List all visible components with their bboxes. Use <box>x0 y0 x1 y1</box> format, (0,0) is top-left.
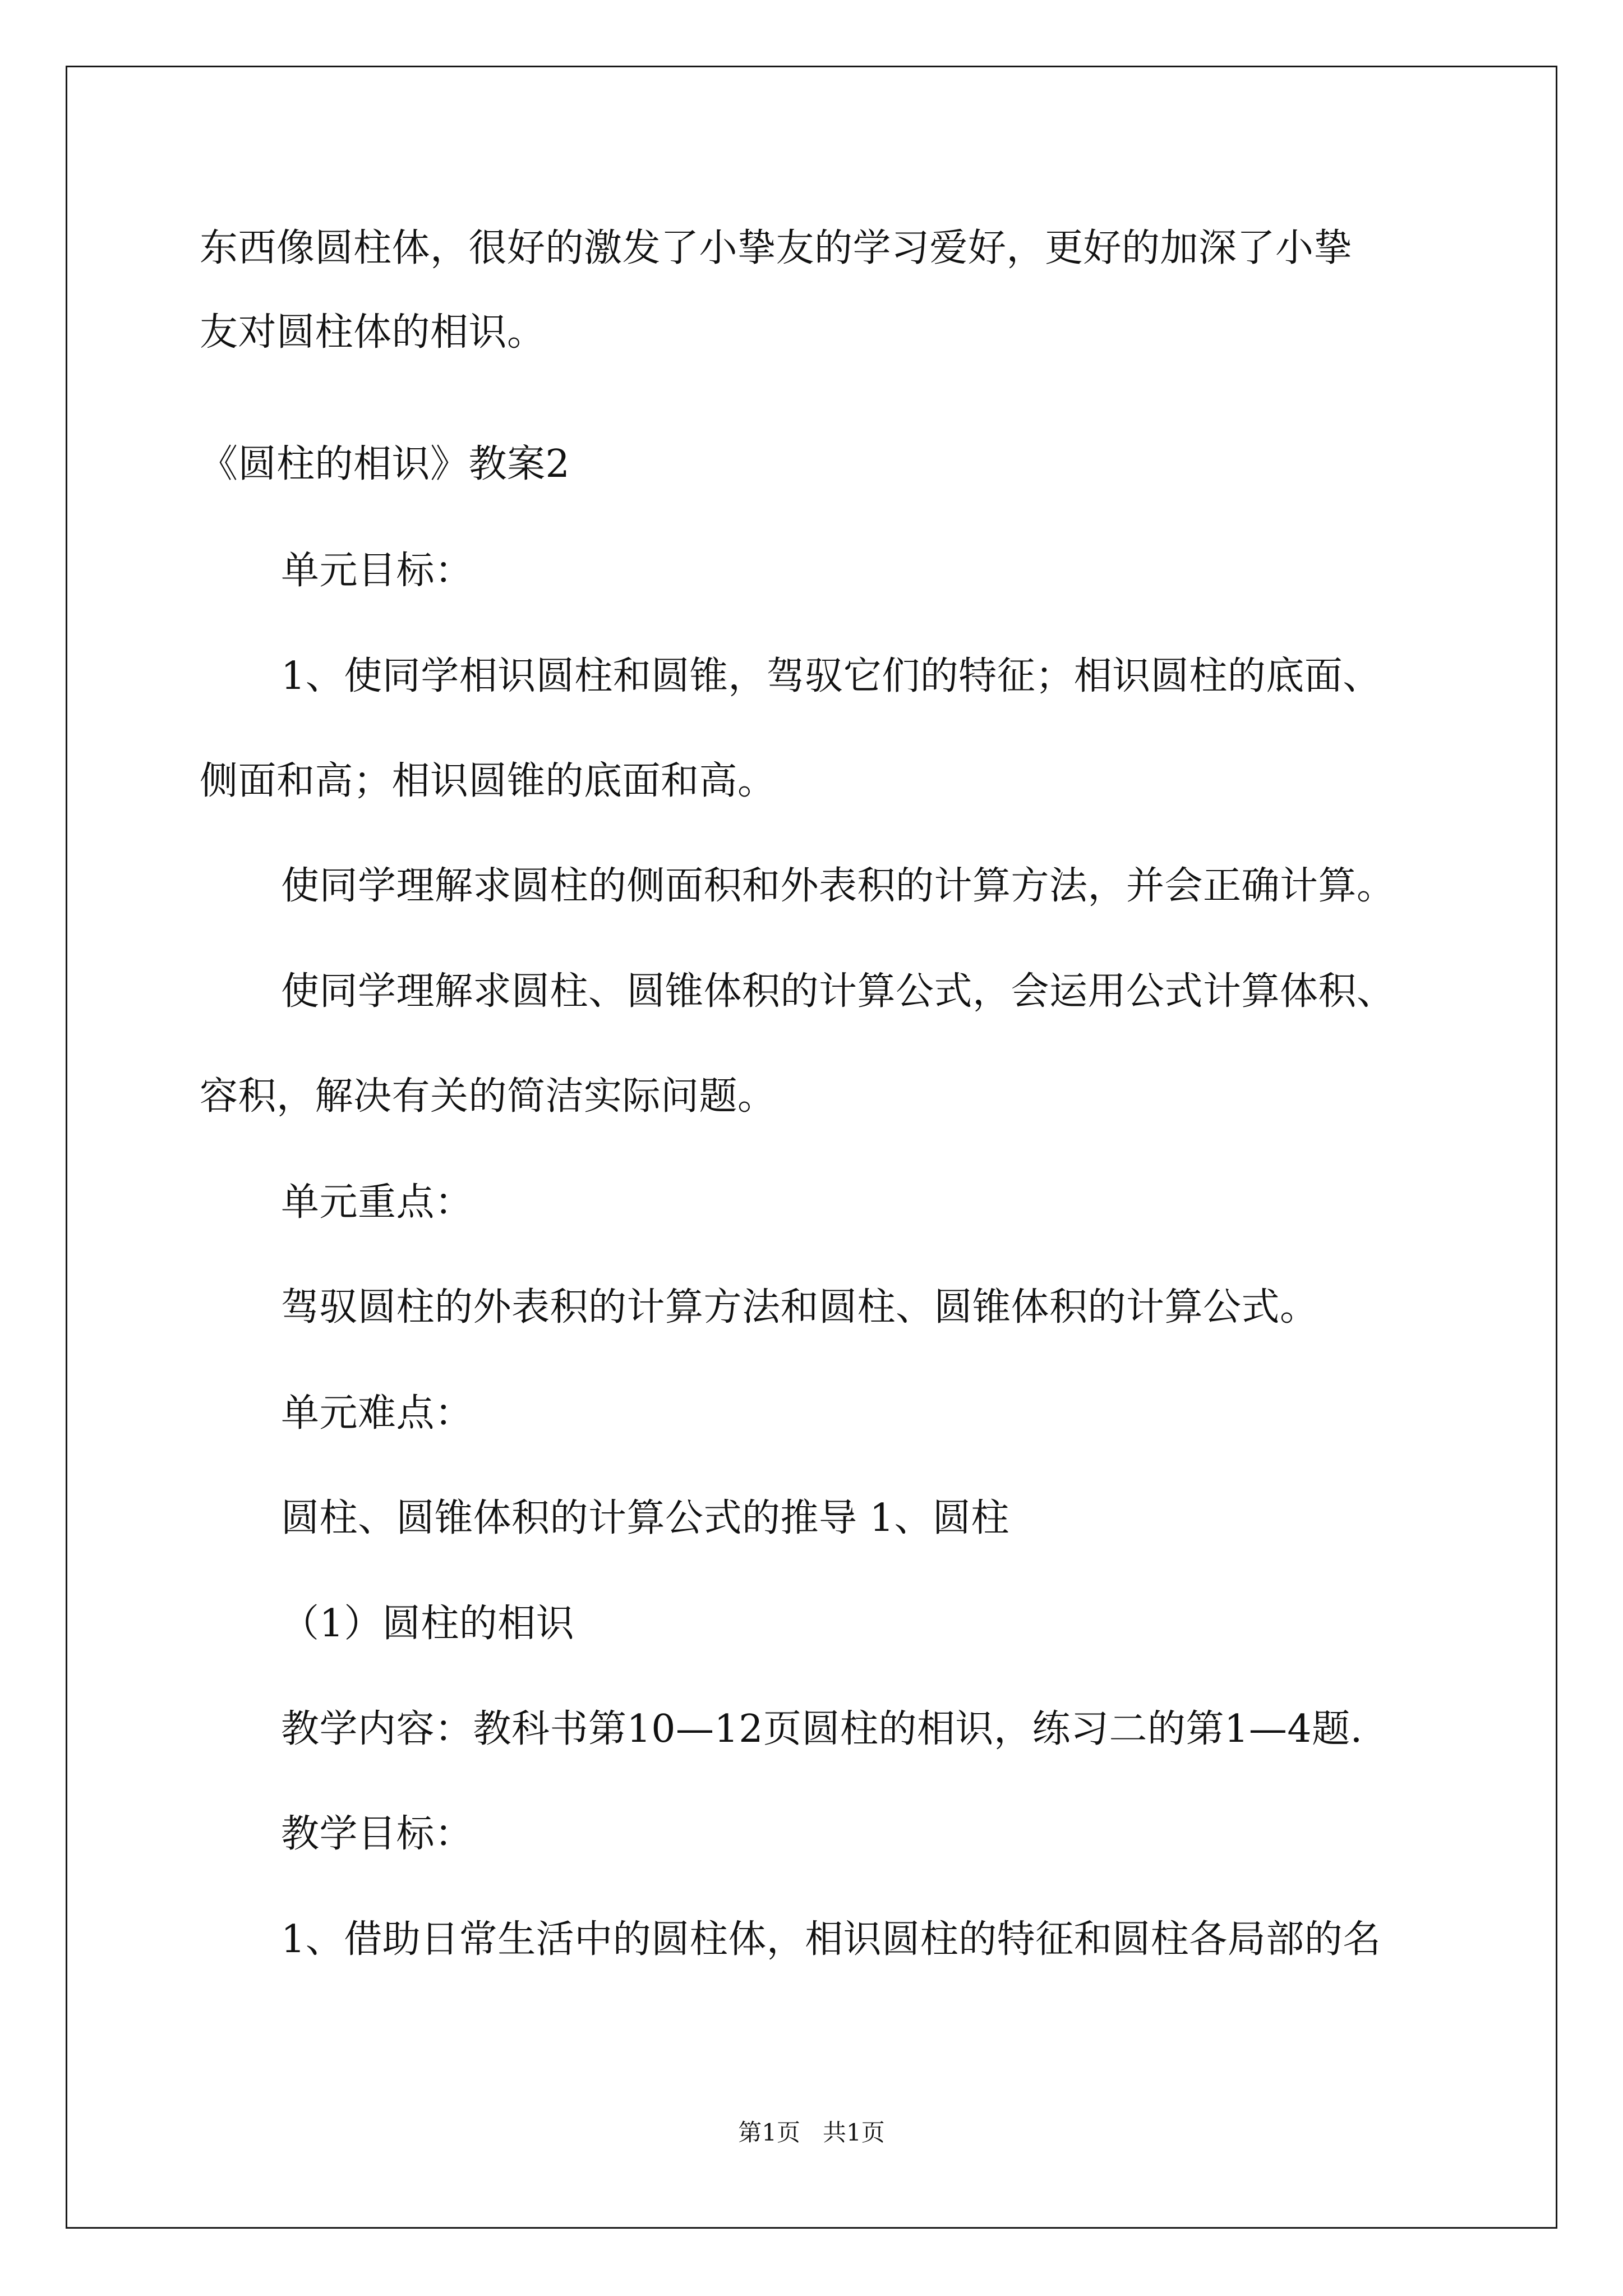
unit-goals-label: 单元目标： <box>281 549 473 593</box>
text-line-goal-3b: 容积，解决有关的简洁实际问题。 <box>200 1074 776 1119</box>
text-line-2: 友对圆柱体的相识。 <box>200 310 546 355</box>
page-footer: 第1页 共1页 <box>738 2119 885 2146</box>
text-line-goal-1a: 1、使同学相识圆柱和圆锥，驾驭它们的特征；相识圆柱的底面、 <box>281 654 1381 698</box>
section-heading: 《圆柱的相识》教案2 <box>200 442 570 486</box>
text-line-difficulties: 圆柱、圆锥体积的计算公式的推导 1、圆柱 <box>281 1496 1009 1540</box>
text-line-goal-2: 使同学理解求圆柱的侧面积和外表积的计算方法，并会正确计算。 <box>281 864 1395 908</box>
teaching-goals-label: 教学目标： <box>281 1812 473 1856</box>
unit-key-points-label: 单元重点： <box>281 1180 473 1225</box>
text-line-goal-3a: 使同学理解求圆柱、圆锥体积的计算公式，会运用公式计算体积、 <box>281 969 1395 1014</box>
unit-difficulties-label: 单元难点： <box>281 1391 473 1435</box>
text-line-1: 东西像圆柱体，很好的激发了小挚友的学习爱好，更好的加深了小挚 <box>200 226 1353 270</box>
page-border <box>66 66 1557 2229</box>
text-line-goal-1b: 侧面和高；相识圆锥的底面和高。 <box>200 759 776 803</box>
subsection-heading: （1）圆柱的相识 <box>281 1602 575 1646</box>
text-line-key-points: 驾驭圆柱的外表积的计算方法和圆柱、圆锥体积的计算公式。 <box>281 1285 1318 1329</box>
text-line-content: 教学内容：教科书第10—12页圆柱的相识，练习二的第1—4题. <box>281 1707 1363 1751</box>
text-line-teaching-goal-1: 1、借助日常生活中的圆柱体，相识圆柱的特征和圆柱各局部的名 <box>281 1917 1381 1962</box>
